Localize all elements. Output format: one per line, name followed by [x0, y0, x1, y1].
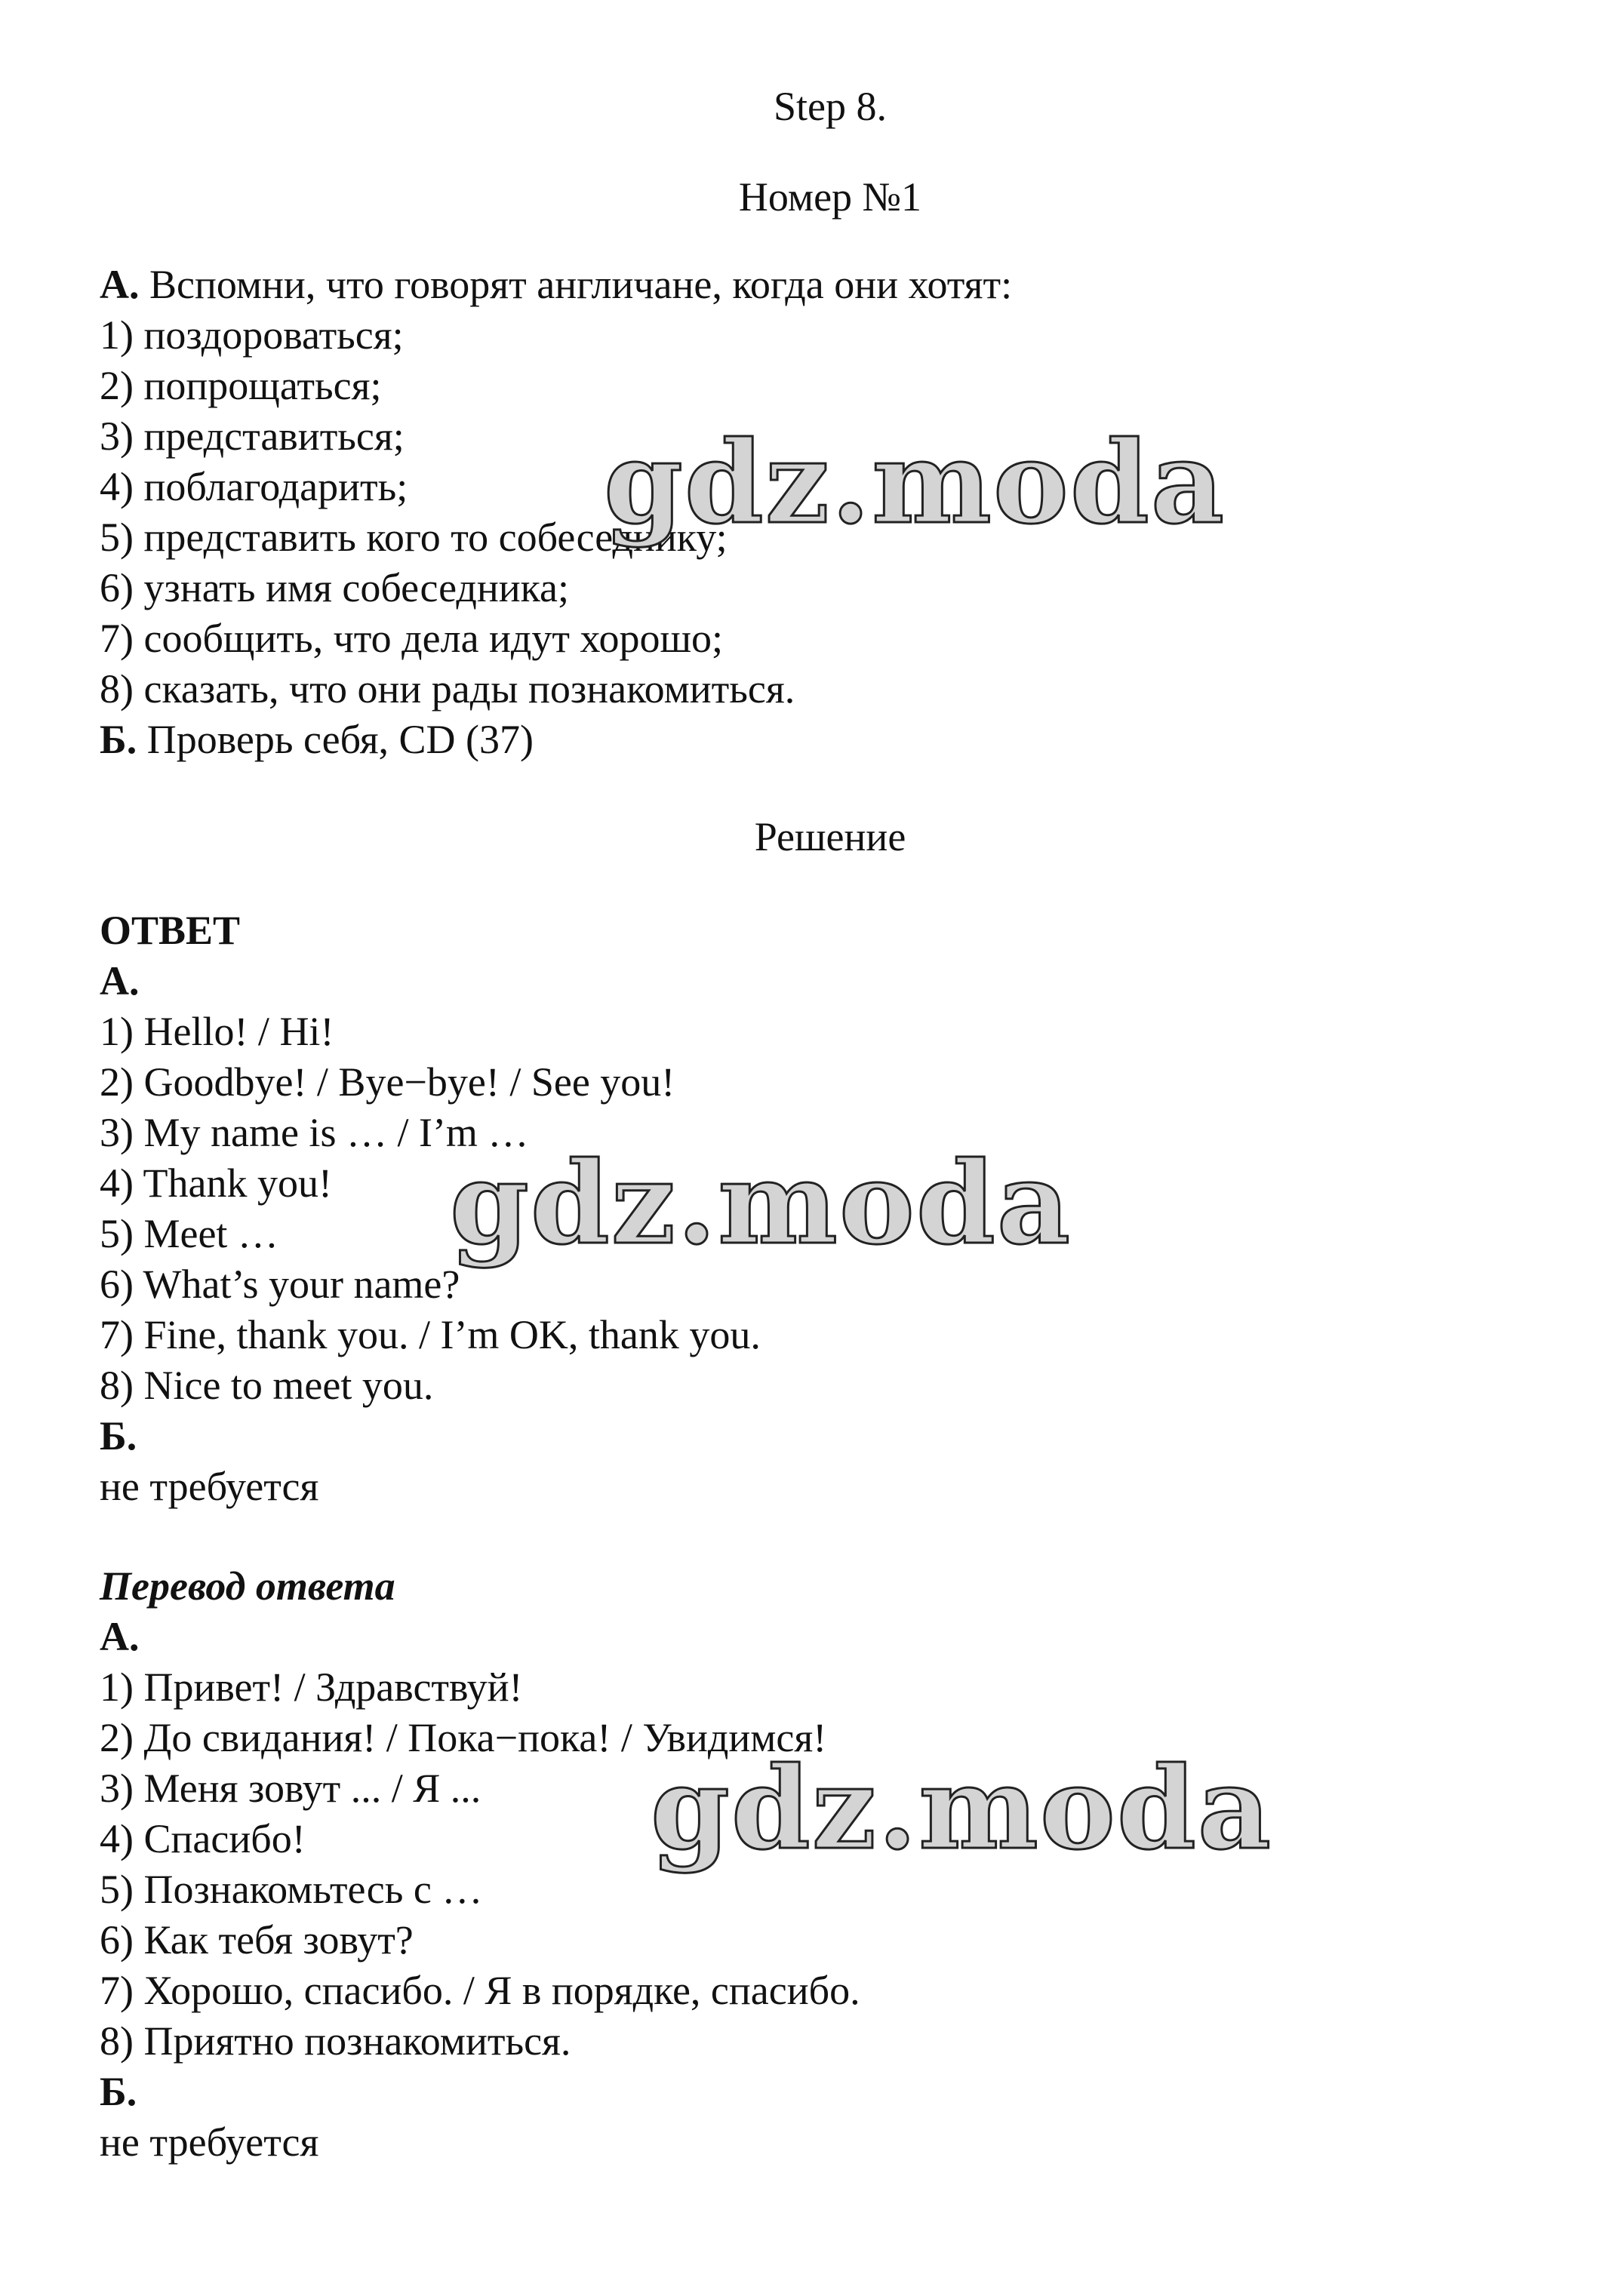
task-item: 8) сказать, что они рады познакомиться.	[100, 666, 795, 712]
task-item: 2) попрощаться;	[100, 363, 382, 408]
answer-item: 1) Hello! / Hi!	[100, 1009, 334, 1054]
task-item: 1) поздороваться;	[100, 312, 404, 358]
translation-item: 8) Приятно познакомиться.	[100, 2018, 571, 2064]
translation-b-text: не требуется	[100, 2119, 319, 2165]
answer-item: 8) Nice to meet you.	[100, 1363, 434, 1408]
task-a-label: А.	[100, 262, 140, 307]
answer-b-text: не требуется	[100, 1464, 319, 1509]
translation-item: 3) Меня зовут ... / Я ...	[100, 1766, 481, 1811]
task-item: 4) поблагодарить;	[100, 464, 408, 509]
translation-heading: Перевод ответа	[100, 1563, 395, 1609]
answer-a-label: А.	[100, 958, 140, 1004]
watermark-logo: gdz.moda	[604, 416, 1226, 549]
answer-heading: ОТВЕТ	[100, 908, 241, 953]
translation-item: 5) Познакомьтесь с …	[100, 1867, 483, 1912]
translation-item: 1) Привет! / Здравствуй!	[100, 1664, 523, 1710]
watermark-logo: gdz.moda	[450, 1137, 1072, 1270]
task-item: 3) представиться;	[100, 413, 405, 459]
task-item: 7) сообщить, что дела идут хорошо;	[100, 616, 724, 661]
translation-item: 4) Спасибо!	[100, 1816, 306, 1861]
answer-item: 2) Goodbye! / Bye−bye! / See you!	[100, 1059, 675, 1105]
task-item: 6) узнать имя собеседника;	[100, 565, 570, 610]
task-a-line	[100, 260, 1534, 310]
task-b-text: Проверь себя, CD (37)	[137, 717, 534, 762]
watermark-logo: gdz.moda	[651, 1742, 1273, 1875]
answer-b-label: Б.	[100, 1413, 137, 1458]
task-b-line	[100, 715, 1534, 765]
task-item: 5) представить кого то собеседнику;	[100, 515, 728, 560]
answer-item: 5) Meet …	[100, 1211, 278, 1256]
translation-item: 7) Хорошо, спасибо. / Я в порядке, спасибо.	[100, 1968, 860, 2013]
solution-heading: Решение	[754, 814, 906, 859]
step-title: Step 8.	[773, 84, 887, 129]
task-b-label: Б.	[100, 717, 137, 762]
translation-b-label: Б.	[100, 2069, 137, 2114]
task-a-text: Вспомни, что говорят англичане, когда они хотят:	[139, 262, 1013, 307]
exercise-number: Номер №1	[738, 174, 922, 220]
answer-item: 4) Thank you!	[100, 1160, 332, 1206]
translation-a-label: А.	[100, 1614, 140, 1659]
answer-item: 6) What’s your name?	[100, 1262, 460, 1307]
answer-item: 3) My name is … / I’m …	[100, 1110, 529, 1155]
translation-item: 6) Как тебя зовут?	[100, 1917, 414, 1963]
translation-item: 2) До свидания! / Пока−пока! / Увидимся!	[100, 1715, 827, 1760]
answer-item: 7) Fine, thank you. / I’m OK, thank you.	[100, 1312, 761, 1357]
